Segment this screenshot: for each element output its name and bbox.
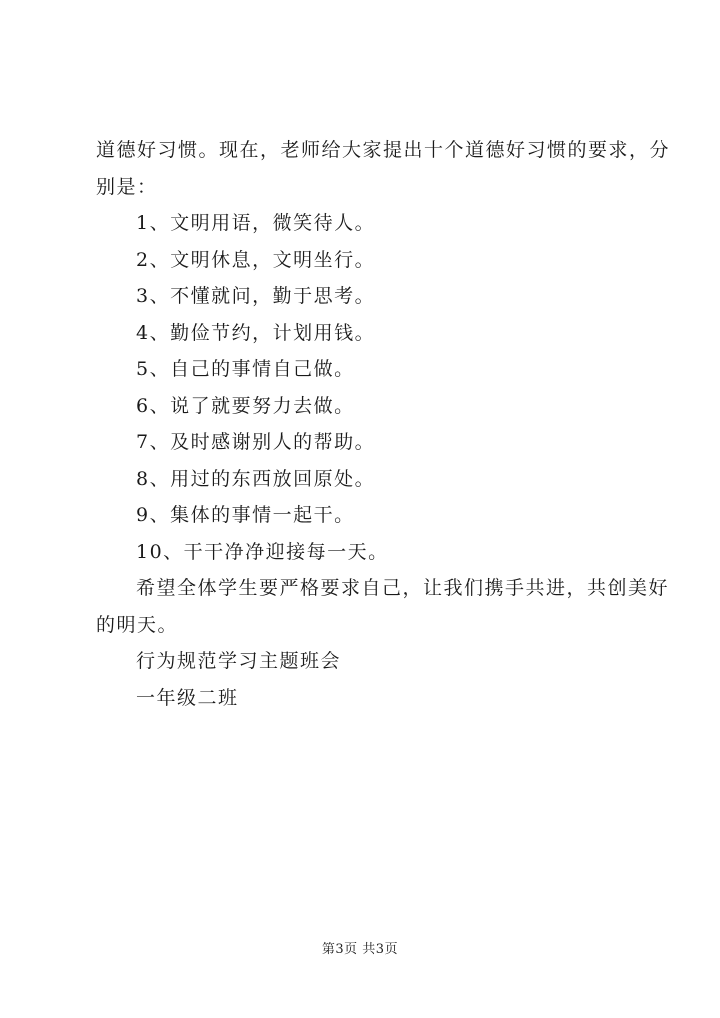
list-item: 2、文明休息，文明坐行。	[136, 248, 376, 271]
event-title: 行为规范学习主题班会	[136, 650, 342, 672]
list-item: 4、勤俭节约，计划用钱。	[136, 321, 376, 344]
list-item: 7、及时感谢别人的帮助。	[136, 431, 376, 453]
intro-line-1: 道德好习惯。现在，老师给大家提出十个道德好习惯的要求，分	[96, 139, 671, 161]
class-name: 一年级二班	[136, 686, 239, 709]
list-item: 10、干干净净迎接每一天。	[136, 540, 389, 563]
list-item: 5、自己的事情自己做。	[136, 358, 355, 380]
closing-line-1: 希望全体学生要严格要求自己，让我们携手共进，共创美好	[136, 577, 670, 599]
document-body	[96, 132, 671, 716]
list-item: 1、文明用语，微笑待人。	[136, 212, 376, 234]
list-item: 6、说了就要努力去做。	[136, 394, 355, 417]
list-item: 9、集体的事情一起干。	[136, 504, 355, 526]
list-item: 3、不懂就问，勤于思考。	[136, 285, 376, 307]
list-item: 8、用过的东西放回原处。	[136, 467, 376, 490]
closing-line-2: 的明天。	[96, 613, 179, 636]
page-footer: 第3页 共3页	[321, 942, 399, 957]
intro-line-2: 别是：	[96, 175, 158, 198]
